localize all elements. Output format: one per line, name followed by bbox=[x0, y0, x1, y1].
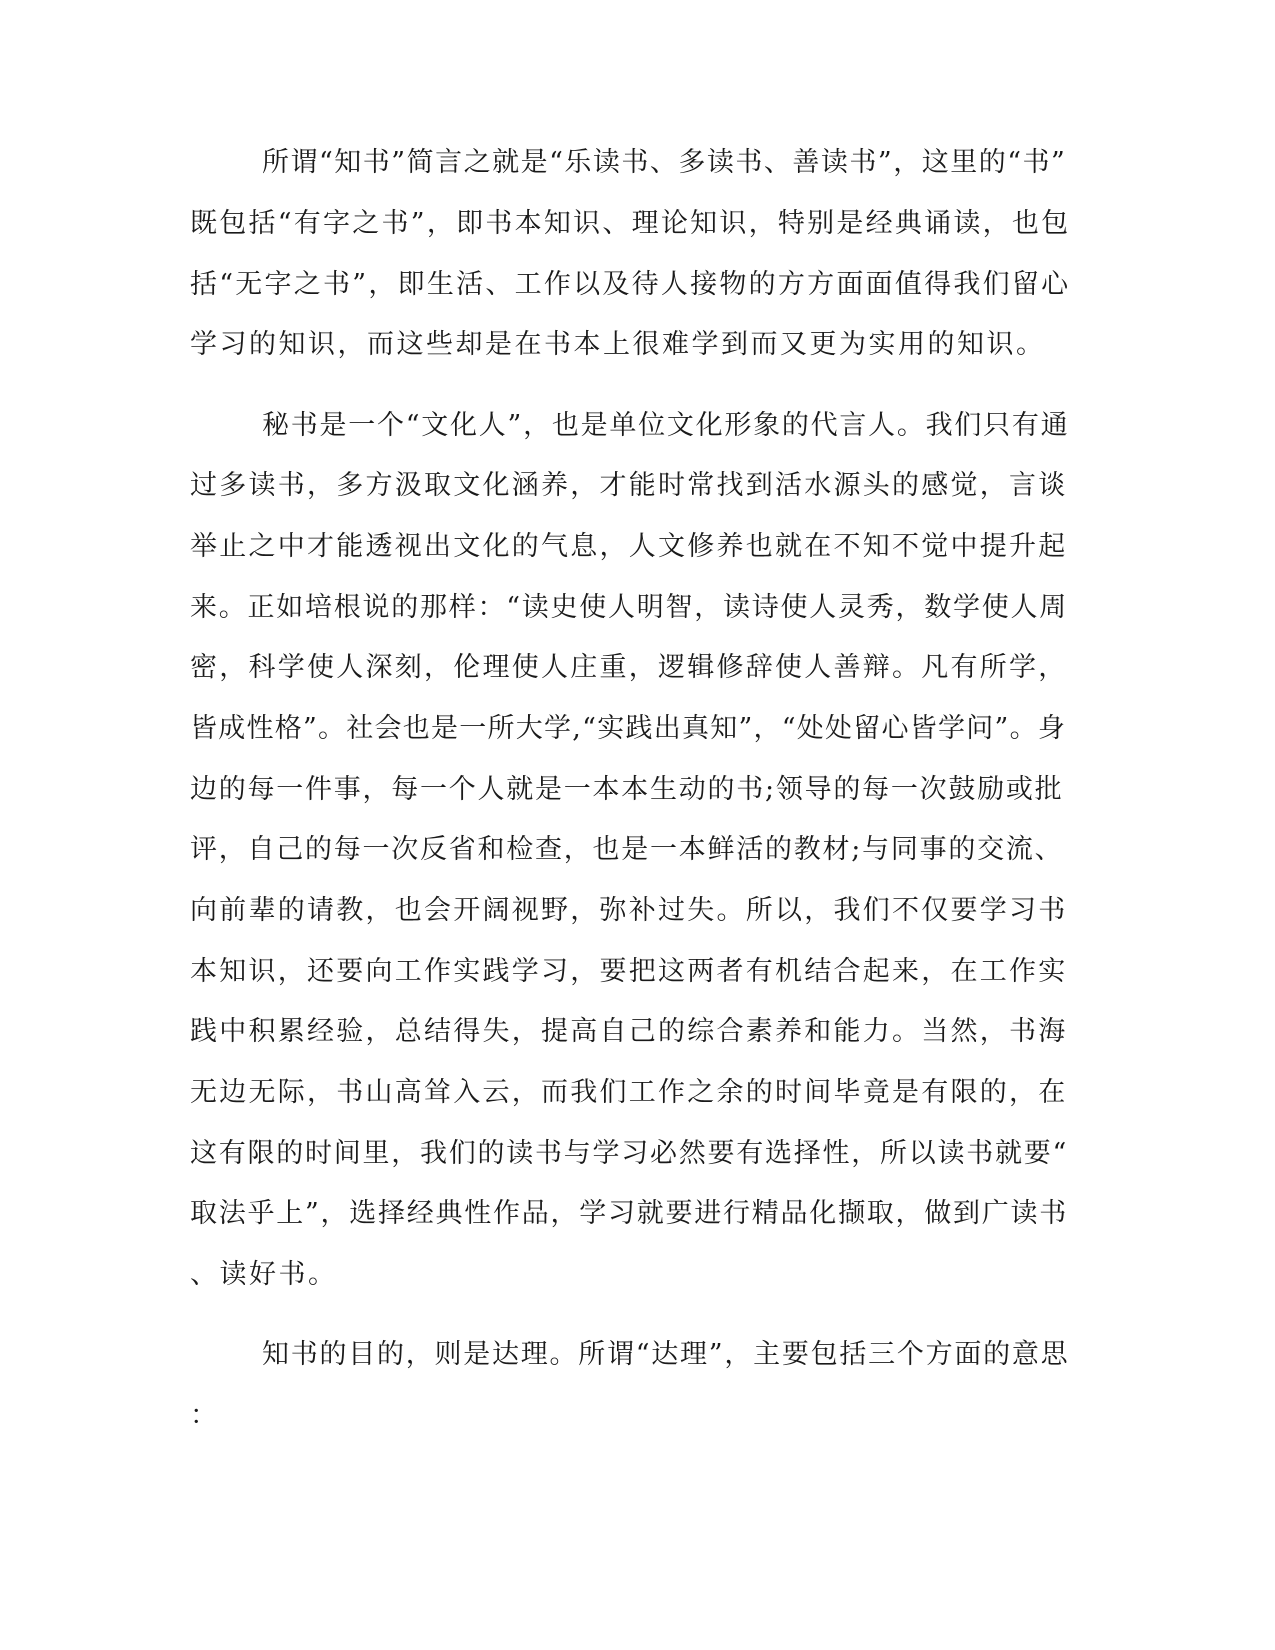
text-line: 皆成性格”。社会也是一所大学,“实践出真知”，“处处留心皆学问”。身 bbox=[190, 713, 1067, 744]
text-line: 、读好书。 bbox=[190, 1259, 338, 1290]
text-line: 过多读书，多方汲取文化涵养，才能时常找到活水源头的感觉，言谈 bbox=[190, 470, 1068, 501]
text-line: 本知识，还要向工作实践学习，要把这两者有机结合起来，在工作实 bbox=[190, 956, 1068, 987]
text-line: 践中积累经验，总结得失，提高自己的综合素养和能力。当然，书海 bbox=[190, 1016, 1068, 1047]
text-line: 边的每一件事，每一个人就是一本本生动的书;领导的每一次鼓励或批 bbox=[190, 774, 1064, 805]
text-line: 秘书是一个“文化人”，也是单位文化形象的代言人。我们只有通 bbox=[262, 410, 1070, 441]
text-line: 评，自己的每一次反省和检查，也是一本鲜活的教材;与同事的交流、 bbox=[190, 834, 1064, 865]
text-line: 既包括“有字之书”，即书本知识、理论知识，特别是经典诵读，也包 bbox=[190, 208, 1071, 239]
text-line: 学习的知识，而这些却是在书本上很难学到而又更为实用的知识。 bbox=[190, 329, 1046, 360]
text-line: 举止之中才能透视出文化的气息，人文修养也就在不知不觉中提升起 bbox=[190, 531, 1068, 562]
text-line: 向前辈的请教，也会开阔视野，弥补过失。所以，我们不仅要学习书 bbox=[190, 895, 1068, 926]
text-line: ： bbox=[190, 1400, 220, 1431]
text-line: 密，科学使人深刻，伦理使人庄重，逻辑修辞使人善辩。凡有所学， bbox=[190, 652, 1068, 683]
text-line: 取法乎上”，选择经典性作品，学习就要进行精品化撷取，做到广读书 bbox=[190, 1198, 1069, 1229]
text-line: 所谓“知书”简言之就是“乐读书、多读书、善读书”，这里的“书” bbox=[262, 147, 1067, 178]
text-line: 无边无际，书山高耸入云，而我们工作之余的时间毕竟是有限的，在 bbox=[190, 1077, 1068, 1108]
text-line: 这有限的时间里，我们的读书与学习必然要有选择性，所以读书就要“ bbox=[190, 1138, 1069, 1169]
text-line: 知书的目的，则是达理。所谓“达理”，主要包括三个方面的意思 bbox=[262, 1339, 1070, 1370]
text-line: 括“无字之书”，即生活、工作以及待人接物的方方面面值得我们留心 bbox=[190, 269, 1071, 300]
text-line: 来。正如培根说的那样：“读史使人明智，读诗使人灵秀，数学使人周 bbox=[190, 592, 1069, 623]
